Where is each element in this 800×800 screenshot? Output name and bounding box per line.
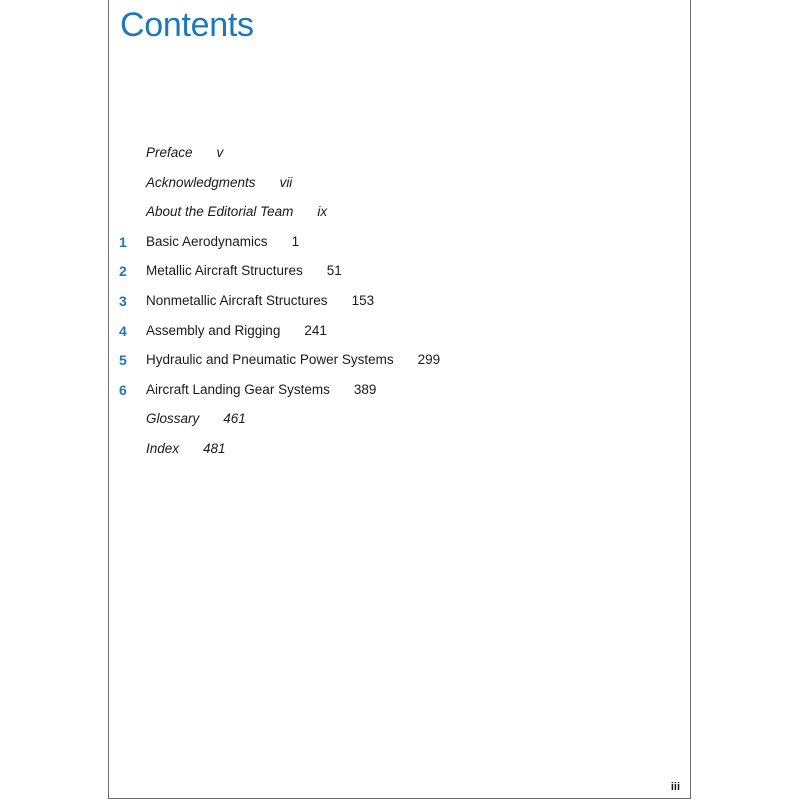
toc-entry-chapter-1[interactable] bbox=[109, 232, 690, 262]
page-title: Contents bbox=[120, 6, 254, 44]
entry-label: Hydraulic and Pneumatic Power Systems bbox=[146, 352, 394, 368]
toc-entry-text bbox=[146, 143, 223, 163]
toc-entry-text bbox=[146, 409, 246, 429]
toc-entry-editorial-team[interactable] bbox=[109, 202, 690, 232]
toc-entry-glossary[interactable] bbox=[109, 409, 690, 439]
page-number: 241 bbox=[304, 322, 327, 338]
toc-entry-text bbox=[146, 380, 376, 400]
toc-entry-chapter-4[interactable] bbox=[109, 321, 690, 351]
document-page bbox=[108, 0, 691, 799]
page-number: 153 bbox=[351, 292, 375, 308]
entry-label: Acknowledgments bbox=[146, 174, 256, 190]
page-number: 51 bbox=[326, 263, 342, 279]
page-number: 299 bbox=[417, 352, 441, 368]
toc-entry-text bbox=[146, 439, 226, 459]
page-number: 389 bbox=[353, 381, 377, 397]
toc-entry-chapter-6[interactable] bbox=[109, 380, 690, 410]
toc-entry-text bbox=[146, 173, 292, 193]
entry-label: Nonmetallic Aircraft Structures bbox=[146, 292, 328, 308]
page-number: v bbox=[216, 145, 224, 160]
toc-entry-text bbox=[146, 350, 440, 370]
toc-entry-text bbox=[146, 291, 374, 311]
toc-entry-chapter-2[interactable] bbox=[109, 261, 690, 291]
toc-entry-preface[interactable] bbox=[109, 143, 690, 173]
entry-label: Basic Aerodynamics bbox=[146, 233, 268, 249]
page-number: 461 bbox=[223, 411, 246, 427]
entry-label: Glossary bbox=[146, 411, 200, 427]
page-number: ix bbox=[317, 204, 328, 220]
toc-entry-text bbox=[146, 321, 327, 341]
page-number: 481 bbox=[203, 440, 226, 456]
toc-entry-chapter-3[interactable] bbox=[109, 291, 690, 321]
entry-label: Assembly and Rigging bbox=[146, 322, 281, 338]
toc-entry-chapter-5[interactable] bbox=[109, 350, 690, 380]
toc-entry-text bbox=[146, 232, 299, 252]
page-number: 1 bbox=[291, 233, 300, 249]
chapter-number: 1 bbox=[119, 233, 127, 250]
entry-label: Aircraft Landing Gear Systems bbox=[146, 381, 330, 397]
chapter-number: 4 bbox=[119, 322, 127, 339]
chapter-number: 6 bbox=[119, 381, 127, 398]
entry-label: Metallic Aircraft Structures bbox=[146, 263, 303, 279]
table-of-contents bbox=[109, 143, 690, 469]
entry-label: Preface bbox=[146, 145, 193, 160]
page-number: vii bbox=[279, 174, 293, 190]
toc-entry-text bbox=[146, 202, 327, 222]
chapter-number: 2 bbox=[119, 263, 127, 280]
toc-entry-index[interactable] bbox=[109, 439, 690, 469]
toc-entry-acknowledgments[interactable] bbox=[109, 173, 690, 203]
entry-label: About the Editorial Team bbox=[146, 204, 294, 220]
toc-entry-text bbox=[146, 261, 342, 281]
chapter-number: 3 bbox=[119, 292, 127, 309]
chapter-number: 5 bbox=[119, 352, 127, 369]
page-folio: iii bbox=[670, 781, 680, 793]
entry-label: Index bbox=[146, 440, 180, 456]
